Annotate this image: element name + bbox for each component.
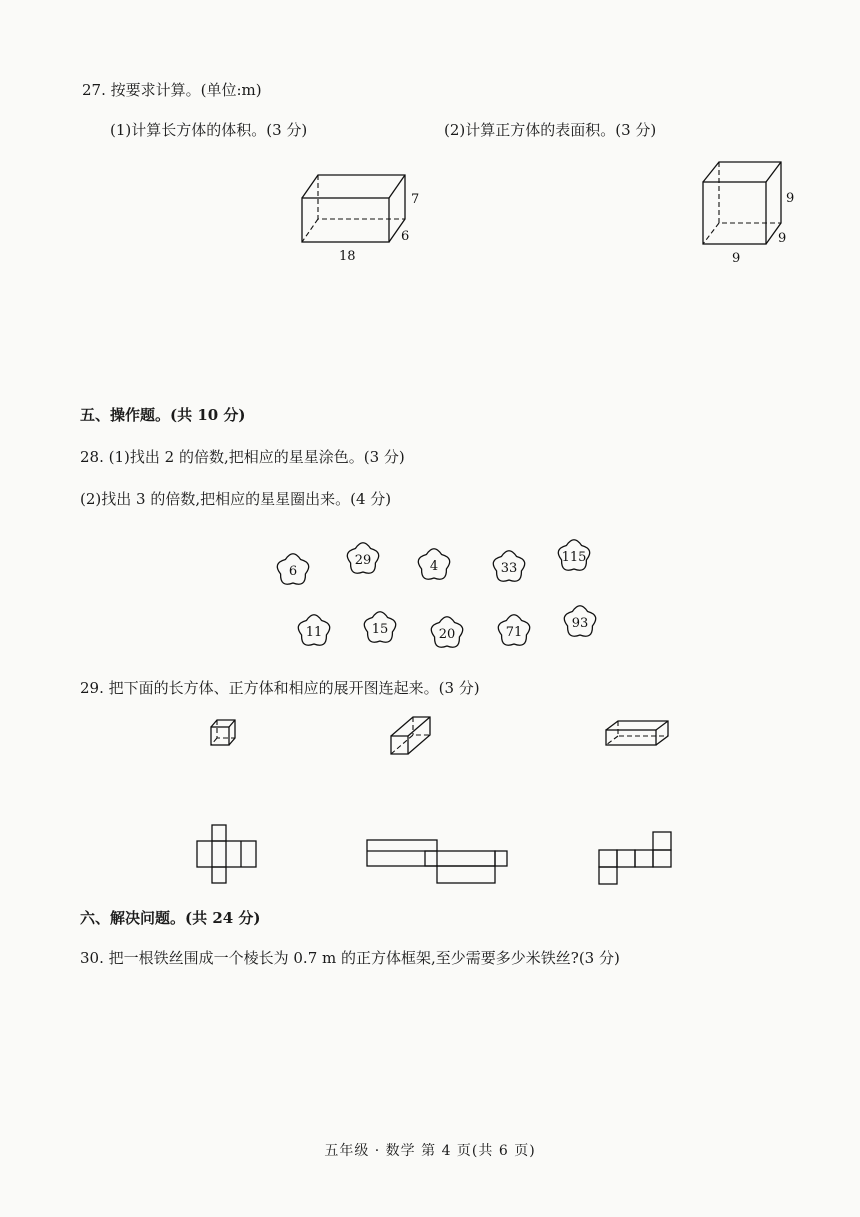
- cube-figure: [703, 162, 794, 266]
- star-number: 33: [500, 561, 518, 576]
- q30-title: 30. 把一根铁丝围成一个棱长为 0.7 m 的正方体框架,至少需要多少米铁丝?(3 分): [80, 949, 620, 967]
- small-cube-figure: [211, 720, 235, 745]
- cuboid-length-label: 18: [339, 249, 356, 264]
- flat-cuboid-figure: [606, 721, 668, 745]
- star-item: [493, 551, 524, 581]
- star-item: [298, 615, 329, 645]
- q28-line2: (2)找出 3 的倍数,把相应的星星圈出来。(4 分): [80, 490, 392, 508]
- section6-heading: 六、解决问题。(共 24 分): [80, 909, 261, 927]
- tall-cuboid-figure: [391, 717, 430, 754]
- star-number: 6: [288, 564, 298, 579]
- star-number: 4: [429, 559, 439, 574]
- star-item: [558, 540, 589, 570]
- star-number: 71: [505, 625, 523, 640]
- star-item: [418, 549, 449, 579]
- cube-edge-right-label: 9: [786, 191, 795, 206]
- star-item: [564, 606, 595, 636]
- cuboid-height-label: 7: [411, 192, 420, 207]
- section5-heading: 五、操作题。(共 10 分): [80, 406, 246, 424]
- cube-net-staircase: [599, 832, 671, 884]
- star-item: [364, 612, 395, 642]
- star-item: [498, 615, 529, 645]
- star-number: 115: [561, 550, 587, 565]
- cuboid-net-long: [367, 840, 507, 883]
- page-footer: 五年级 · 数学 第 4 页(共 6 页): [324, 1143, 536, 1159]
- q27-part2: (2)计算正方体的表面积。(3 分): [444, 121, 657, 139]
- q27-title: 27. 按要求计算。(单位:m): [82, 81, 262, 99]
- star-number: 11: [305, 625, 323, 640]
- cube-net-cross: [197, 825, 256, 883]
- q29-title: 29. 把下面的长方体、正方体和相应的展开图连起来。(3 分): [80, 679, 480, 697]
- cuboid-figure: [302, 175, 419, 264]
- cube-edge-depth-label: 9: [778, 231, 787, 246]
- star-number: 20: [438, 627, 456, 642]
- q27-part1: (1)计算长方体的体积。(3 分): [110, 121, 308, 139]
- star-number: 93: [571, 616, 589, 631]
- q28-line1: 28. (1)找出 2 的倍数,把相应的星星涂色。(3 分): [80, 448, 405, 466]
- star-number: 15: [371, 622, 389, 637]
- star-item: [277, 554, 308, 584]
- cuboid-width-label: 6: [401, 229, 410, 244]
- star-item: [347, 543, 378, 573]
- stars-group: [277, 540, 595, 647]
- cube-edge-bottom-label: 9: [732, 251, 741, 266]
- star-number: 29: [354, 553, 372, 568]
- star-item: [431, 617, 462, 647]
